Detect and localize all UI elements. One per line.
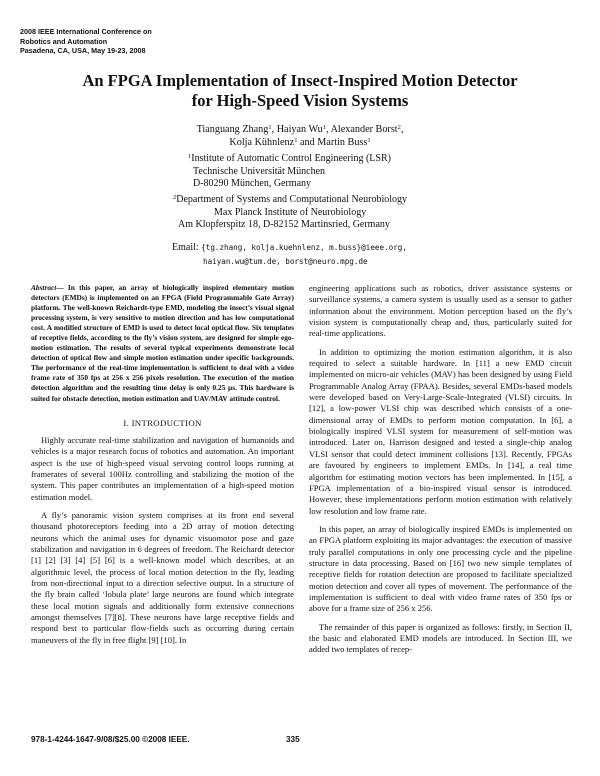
affiliation-line: D-80290 München, Germany xyxy=(193,178,312,190)
author-line-2 xyxy=(60,137,540,150)
paper-title xyxy=(40,71,560,111)
affiliation-line: Max Planck Institute of Neurobiology xyxy=(214,206,367,218)
affiliation-2 xyxy=(173,194,503,232)
abstract-label: Abstract xyxy=(31,283,57,292)
author-line-1: Tianguang Zhang$^1$, Haiyan Wu$^1$, Alexander Borst$^2$, xyxy=(196,124,404,135)
author-name: Haiyan Wu xyxy=(276,124,323,135)
author-list xyxy=(60,124,540,149)
body-paragraph: engineering applications such as robotics, driver assistance systems or surveillance systems, a camera system is usually used as a sensor to gather information about the environment. Motion perception based on the fly’s vision system is computationally cheap and, thus, particularly suited for real-time applications. xyxy=(309,283,572,339)
conference-line: Robotics and Automation xyxy=(20,36,108,46)
author-affiliation-mark: 2 xyxy=(397,124,401,131)
author-name: Tianguang Zhang xyxy=(196,124,269,135)
author-separator: , xyxy=(326,124,331,135)
right-column xyxy=(309,283,572,656)
author-affiliation-mark: 1 xyxy=(268,124,272,131)
page-number: 335 xyxy=(286,735,300,744)
abstract-text: In this paper, an array of biologically inspired elementary motion detectors (EMDs) is implemented on an FPGA (Field Programmable Gate Array) platform. The well-known Reichardt-type EMD, modeling the insect’s visual signal processing system, is very sensitive to motion direction and has low computational cost. A modified structure of EMD is used to detect local optical flow. Six templates of receptive fields, according to the fly’s vision system, are designed for simple ego-motion estimation. The results of several typical experiments demonstrate local detection of optical flow and simple motion estimation under specific backgrounds. The performance of the real-time implementation is sufficient to deal with a video frame rate of 350 fps at 256 x 256 pixels resolution. The execution of the motion detection algorithm and the resulting time delay is only 0.25 µs. This hardware is suited for obstacle detection, motion estimation and UAV/MAV attitude control. xyxy=(31,283,294,403)
affiliation-line: Department of Systems and Computational Neurobiology xyxy=(176,194,408,205)
author-separator: , xyxy=(271,124,277,135)
author-affiliation-mark: 1 xyxy=(294,136,298,144)
affiliation-mark: 2 xyxy=(173,194,177,201)
affiliation-line: Technische Universität München xyxy=(193,165,326,177)
section-heading-introduction: I. INTRODUCTION xyxy=(123,417,202,428)
author-separator: and xyxy=(297,136,318,148)
affiliation-line: Institute of Automatic Control Engineering (LSR) xyxy=(191,153,391,164)
affiliation-line: Am Klopferspitz 18, D-82152 Martinsried, Germany xyxy=(178,219,390,231)
author-name: Alexander Borst xyxy=(330,124,398,135)
conference-line: 2008 IEEE International Conference on xyxy=(20,27,152,36)
email-label: Email: xyxy=(172,242,199,253)
email-addresses: haiyan.wu@tum.de, borst@neuro.mpg.de xyxy=(203,257,368,266)
title-line-2: for High-Speed Vision Systems xyxy=(191,91,409,110)
affiliation-1 xyxy=(188,153,518,191)
copyright-footer: 978-1-4244-1647-9/08/$25.00 ©2008 IEEE. xyxy=(31,735,190,744)
abstract xyxy=(31,283,294,404)
abstract-dash: — xyxy=(56,283,68,292)
affiliation-mark: 1 xyxy=(188,153,192,160)
title-line-1: An FPGA Implementation of Insect-Inspired Motion Detector xyxy=(82,71,518,90)
body-paragraph: Highly accurate real-time stabilization and navigation of humanoids and vehicles is a major research focus of robotics and automation. An important aspect is the use of high-speed visual servoing control loops running at framerates of several 100Hz controlling and stabilizing the motion of the system. This paper contributes an implementation of a high-speed motion estimation model. xyxy=(31,434,294,502)
left-column xyxy=(31,283,294,646)
body-paragraph: In addition to optimizing the motion estimation algorithm, it is also required to select a suitable hardware. In [11] a new EMD circuit implemented on micro-air vehicles (MAV) has been designed by using Field Programmable Analog Array (FPAA). Besides, several EMDs-based models were developed based on Very-Large-Scale-Integrated (VLSI) circuits. In [12], a low-power VLSI chip was described which consists of a one-dimensional array of EMDs to perform motion computation. In [6], a biologically inspired VLSI system for measurement of self-motion was introduced. Later on, Harrison designed and tested a single-chip analog VLSI sensor that could detect imminent collisions [13]. Recently, FPGAs are favoured by engineers to implement EMDs. In [14], a real time algorithm for estimating motion vectors has been implemented. In [15], a FPGA implementation of a bio-inspired visual sensor is introduced. However, these implementations perform motion estimation with relatively low resolution and low frame rate. xyxy=(309,346,572,516)
body-paragraph: In this paper, an array of biologically inspired EMDs is implemented on an FPGA platform exploiting its major advantages: the execution of massive truly parallel computations in only one processing cycle and the pipeline structure in data processing. Based on [16] two new simple templates of receptive fields for rotation detection are proposed to facilitate specialized motion detection and cover all types of movement. The performance of the implementation is sufficient to deal with video frame rates of 350 fps or above for a frame size of 256 x 256. xyxy=(309,523,572,614)
author-name: Kolja Kühnlenz xyxy=(229,136,295,148)
body-paragraph: A fly’s panoramic vision system comprises at its front end several thousand photoreceptors feeding into a 2D array of motion detecting neurons which the animal uses for dynamic visuomotor pose and gaze stabilization and navigation in 6 degrees of freedom. The Reichardt detector [1] [2] [3] [4] [5] [6] is a well-known model which describes, at an algorithmic level, the process of local motion detection in the fly, leading from non-directional input to a direction selective output. In a structure of the fly brain called ‘lobula plate’ large neurons are found which integrate these local motion signals and additionally form extensive connections amongst themselves [7][8]. These neurons have large receptive fields and respond best to particular flow-fields such as occurring during certain maneuvers of the fly in free flight [9] [10]. In xyxy=(31,509,294,645)
author-affiliation-mark: 1 xyxy=(322,124,327,131)
email-block xyxy=(172,241,407,269)
author-name: Martin Buss xyxy=(317,136,368,148)
body-paragraph: The remainder of this paper is organized as follows: firstly, in Section II, the basic and elaborated EMD models are introduced. In Section III, we added two templates of recep- xyxy=(309,621,572,655)
email-addresses: {tg.zhang, kolja.kuehnlenz, m.buss}@ieee.org, xyxy=(201,243,407,252)
author-affiliation-mark: 1 xyxy=(367,136,371,144)
conference-line: Pasadena, CA, USA, May 19-23, 2008 xyxy=(20,46,146,56)
conference-header xyxy=(20,27,280,56)
